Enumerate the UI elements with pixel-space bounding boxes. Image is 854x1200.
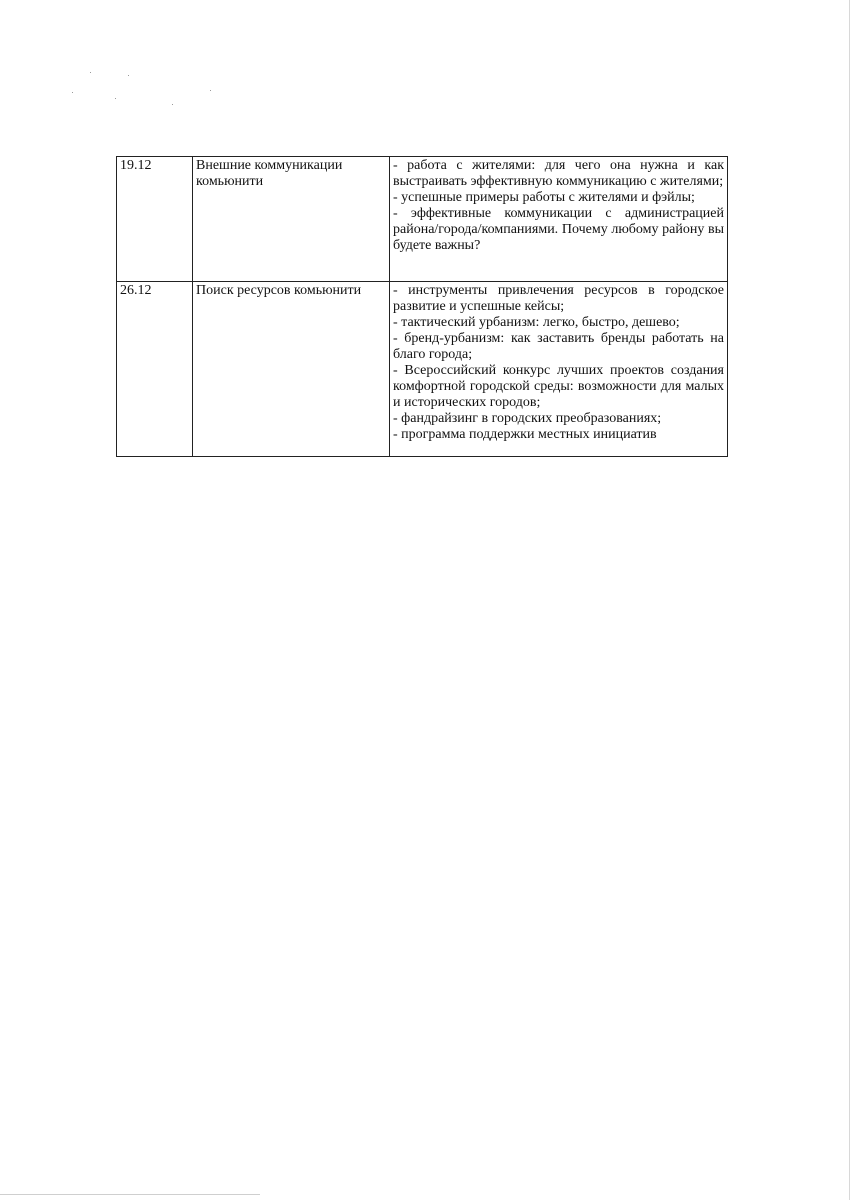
schedule-table — [116, 156, 728, 457]
speck — [115, 98, 116, 99]
description-item: - успешные примеры работы с жителями и фэйлы; — [393, 190, 695, 205]
table-row — [117, 157, 728, 282]
description-item: - Всероссийский конкурс лучших проектов создания комфортной городской среды: возможности для малых и исторических городов; — [393, 363, 724, 410]
date-cell: 19.12 — [117, 157, 193, 282]
description-item: - бренд-урбанизм: как заставить бренды работать на благо города; — [393, 331, 724, 362]
description-item: - программа поддержки местных инициатив — [393, 427, 657, 442]
speck — [72, 92, 73, 93]
scan-specks — [60, 70, 240, 120]
page-edge-line — [849, 0, 850, 1200]
date-cell: 26.12 — [117, 282, 193, 457]
scan-bottom-mark — [0, 1194, 260, 1195]
speck — [172, 104, 173, 105]
speck — [90, 72, 91, 73]
description-item: - фандрайзинг в городских преобразованиях; — [393, 411, 662, 426]
topic-cell: Поиск ресурсов комьюнити — [193, 282, 390, 457]
description-cell — [390, 282, 728, 457]
table-row — [117, 282, 728, 457]
speck — [210, 90, 211, 91]
speck — [128, 75, 129, 76]
description-item: - инструменты привлечения ресурсов в городское развитие и успешные кейсы; — [393, 283, 724, 314]
description-item: - эффективные коммуникации с администрацией района/города/компаниями. Почему любому району вы будете важны? — [393, 206, 724, 253]
description-item: - работа с жителями: для чего она нужна и как выстраивать эффективную коммуникацию с жителями; — [393, 158, 724, 189]
topic-cell: Внешние коммуникации комьюнити — [193, 157, 390, 282]
description-item: - тактический урбанизм: легко, быстро, дешево; — [393, 315, 680, 330]
description-cell — [390, 157, 728, 282]
